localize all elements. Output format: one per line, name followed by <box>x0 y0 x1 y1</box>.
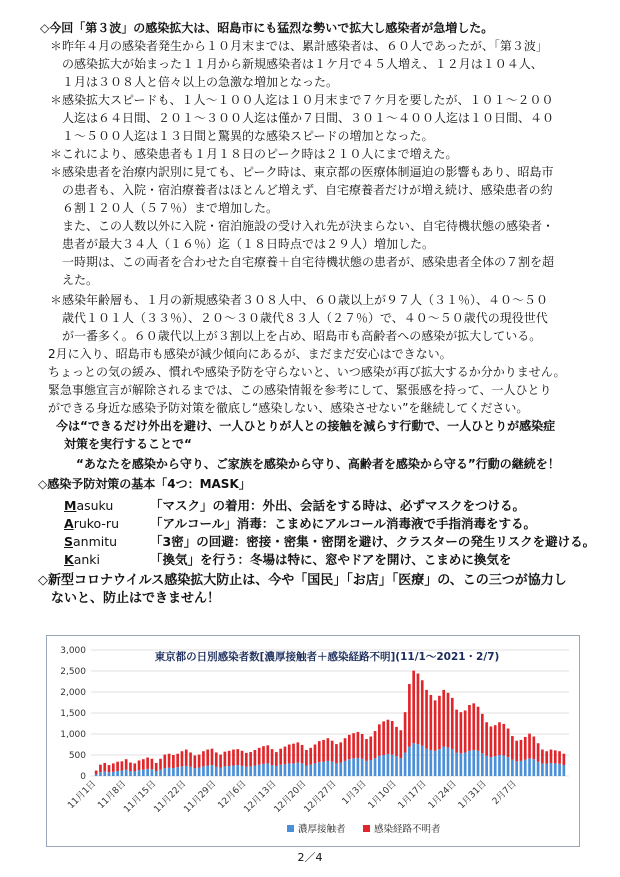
x-tick-label: 1月24日 <box>426 779 459 812</box>
body-line: 2月に入り、昭島市も感染が減少傾向にあるが、まだまだ安心はできない。 <box>48 347 452 361</box>
bar-close-contact <box>511 760 514 776</box>
bar-unknown-route <box>460 712 463 753</box>
bar-unknown-route <box>374 731 377 758</box>
bar-close-contact <box>314 763 317 776</box>
bar-unknown-route <box>391 721 394 755</box>
bar-unknown-route <box>498 722 501 755</box>
bar-close-contact <box>472 750 475 776</box>
mask-word: anmitu <box>73 534 118 549</box>
bar-unknown-route <box>563 754 566 765</box>
bar-unknown-route <box>382 721 385 755</box>
daily-cases-chart <box>47 636 579 846</box>
bar-close-contact <box>108 772 111 776</box>
bar-unknown-route <box>447 693 450 748</box>
bar-unknown-route <box>481 714 484 753</box>
bar-unknown-route <box>464 710 467 752</box>
bar-unknown-route <box>339 742 342 762</box>
bar-close-contact <box>168 768 171 776</box>
body-line: ＊感染患者を治療内訳別に見ても、ピーク時は、東京都の医療体制逼迫の影響もあり、昭島市 <box>50 165 554 179</box>
bar-unknown-route <box>348 735 351 759</box>
bar-unknown-route <box>558 751 561 764</box>
bar-unknown-route <box>554 750 557 763</box>
bar-unknown-route <box>288 745 291 764</box>
body-line: の患者も、入院・宿泊療養者はほとんど増えず、自宅療養者だけが増え続け、感染患者の約 <box>50 183 553 197</box>
bar-unknown-route <box>103 763 106 771</box>
x-tick-label: 11月1日 <box>66 779 99 812</box>
bar-unknown-route <box>271 749 274 765</box>
bar-close-contact <box>116 771 119 776</box>
bar-unknown-route <box>520 740 523 761</box>
x-tick-label: 11月22日 <box>152 779 189 816</box>
bar-unknown-route <box>249 752 252 766</box>
bar-close-contact <box>502 755 505 776</box>
bar-unknown-route <box>292 744 295 764</box>
mask-description: 「3密」の回避：密接・密集・密閉を避け、クラスターの発生リスクを避ける。 <box>150 534 596 549</box>
bar-close-contact <box>481 753 484 776</box>
bar-unknown-route <box>451 698 454 749</box>
bar-close-contact <box>391 755 394 776</box>
bar-close-contact <box>464 752 467 776</box>
y-tick-label: 3,000 <box>60 646 86 656</box>
bar-close-contact <box>395 756 398 776</box>
bar-unknown-route <box>116 762 119 771</box>
bar-close-contact <box>520 761 523 776</box>
body-line: ◇感染予防対策の基本「4つ：MASK」 <box>38 477 251 491</box>
bar-close-contact <box>382 755 385 776</box>
bar-close-contact <box>284 764 287 776</box>
bar-close-contact <box>550 763 553 776</box>
bar-unknown-route <box>550 750 553 763</box>
bar-close-contact <box>258 765 261 776</box>
body-line: また、この人数以外に入院・宿泊施設の受け入れ先が決まらない、自宅待機状態の感染者・ <box>50 219 555 233</box>
mask-item <box>64 497 526 515</box>
bar-unknown-route <box>138 760 141 770</box>
body-line: ＊これにより、感染患者も１月１８日のピーク時は２１０人にまで増えた。 <box>50 147 458 161</box>
bar-unknown-route <box>528 734 531 759</box>
bar-unknown-route <box>296 742 299 762</box>
bar-close-contact <box>138 770 141 776</box>
bar-close-contact <box>279 765 282 776</box>
x-tick-label: 1月3日 <box>340 779 369 807</box>
bar-close-contact <box>485 756 488 776</box>
bar-unknown-route <box>163 755 166 768</box>
bar-close-contact <box>292 763 295 776</box>
bar-close-contact <box>176 767 179 776</box>
bar-close-contact <box>558 764 561 776</box>
bar-unknown-route <box>327 738 330 761</box>
bar-unknown-route <box>301 745 304 763</box>
bar-unknown-route <box>502 724 505 756</box>
bar-close-contact <box>563 765 566 776</box>
bar-close-contact <box>224 766 227 776</box>
bar-unknown-route <box>133 763 136 771</box>
bar-unknown-route <box>142 759 145 770</box>
bar-close-contact <box>163 768 166 776</box>
mask-letter: K <box>64 552 74 567</box>
bar-unknown-route <box>155 763 158 771</box>
bar-close-contact <box>318 762 321 776</box>
bar-unknown-route <box>185 750 188 766</box>
body-line: ６割１２０人（５７％）まで増加した。 <box>50 201 279 215</box>
bar-close-contact <box>460 753 463 776</box>
mask-item <box>64 551 512 569</box>
bar-close-contact <box>245 767 248 776</box>
bar-close-contact <box>121 771 124 776</box>
bar-close-contact <box>202 766 205 776</box>
bar-unknown-route <box>309 748 312 765</box>
bar-close-contact <box>219 768 222 776</box>
bar-unknown-route <box>232 750 235 766</box>
bar-unknown-route <box>125 759 128 770</box>
bar-close-contact <box>507 757 510 776</box>
bar-unknown-route <box>254 750 257 766</box>
bar-unknown-route <box>378 724 381 756</box>
mask-description: 「アルコール」消毒：こまめにアルコール消毒液で手指消毒をする。 <box>150 516 537 531</box>
bar-close-contact <box>155 771 158 776</box>
bar-close-contact <box>339 763 342 776</box>
bar-unknown-route <box>468 705 471 751</box>
bar-unknown-route <box>206 750 209 766</box>
bar-unknown-route <box>172 755 175 768</box>
bar-close-contact <box>211 765 214 776</box>
bar-close-contact <box>404 752 407 776</box>
bar-close-contact <box>305 766 308 777</box>
bar-close-contact <box>275 766 278 776</box>
bar-close-contact <box>151 769 154 776</box>
y-tick-label: 0 <box>80 772 86 782</box>
mask-item <box>64 515 537 533</box>
bar-close-contact <box>361 759 364 776</box>
y-tick-label: 500 <box>68 751 86 761</box>
bar-unknown-route <box>455 710 458 753</box>
legend-swatch-close-contact <box>287 825 294 832</box>
bar-close-contact <box>146 769 149 776</box>
bar-unknown-route <box>537 743 540 761</box>
x-tick-label: 12月13日 <box>242 779 279 816</box>
bar-unknown-route <box>129 763 132 771</box>
bar-close-contact <box>490 757 493 776</box>
bar-close-contact <box>447 747 450 776</box>
bar-unknown-route <box>189 752 192 766</box>
body-line: 一時期は、この両者を合わせた自宅療養＋自宅待機状態の患者が、感染患者全体の７割を超 <box>50 255 555 269</box>
x-tick-label: 12月20日 <box>272 779 309 816</box>
bar-close-contact <box>537 762 540 776</box>
bar-close-contact <box>528 758 531 776</box>
bar-close-contact <box>430 750 433 776</box>
x-tick-label: 11月29日 <box>182 779 219 816</box>
bar-unknown-route <box>515 741 518 762</box>
mask-item <box>64 533 596 551</box>
bar-close-contact <box>228 766 231 776</box>
bar-close-contact <box>249 766 252 776</box>
x-tick-label: 1月10日 <box>366 779 399 812</box>
bar-close-contact <box>455 752 458 776</box>
bar-close-contact <box>266 763 269 776</box>
bar-close-contact <box>241 766 244 776</box>
bar-unknown-route <box>417 674 420 745</box>
bar-close-contact <box>335 763 338 776</box>
bar-unknown-route <box>434 700 437 750</box>
legend-swatch-unknown-route <box>363 825 370 832</box>
bar-close-contact <box>95 774 98 776</box>
bar-unknown-route <box>322 740 325 762</box>
bar-unknown-route <box>485 722 488 756</box>
bar-unknown-route <box>219 755 222 768</box>
bar-close-contact <box>545 764 548 776</box>
y-tick-label: 1,000 <box>60 730 86 740</box>
bar-close-contact <box>236 765 239 776</box>
bar-unknown-route <box>421 680 424 746</box>
bar-unknown-route <box>442 690 445 747</box>
bar-close-contact <box>181 766 184 776</box>
bar-unknown-route <box>202 751 205 766</box>
bar-unknown-route <box>438 696 441 749</box>
bar-unknown-route <box>168 754 171 768</box>
bar-unknown-route <box>545 751 548 764</box>
bar-unknown-route <box>532 737 535 760</box>
bar-unknown-route <box>112 763 115 771</box>
bar-unknown-route <box>412 671 415 744</box>
bar-unknown-route <box>279 749 282 765</box>
bar-close-contact <box>374 758 377 776</box>
y-tick-label: 1,500 <box>60 709 86 719</box>
bar-unknown-route <box>211 749 214 765</box>
bar-unknown-route <box>215 752 218 766</box>
bar-close-contact <box>322 762 325 776</box>
bar-close-contact <box>271 765 274 776</box>
legend-label: 感染経路不明者 <box>374 824 441 835</box>
bar-close-contact <box>412 743 415 776</box>
bar-unknown-route <box>511 736 514 760</box>
bar-unknown-route <box>494 725 497 756</box>
bar-unknown-route <box>524 737 527 760</box>
bar-unknown-route <box>314 745 317 764</box>
y-tick-label: 2,500 <box>60 667 86 677</box>
bar-unknown-route <box>430 695 433 750</box>
bar-unknown-route <box>318 741 321 762</box>
bar-close-contact <box>451 749 454 776</box>
bar-unknown-route <box>224 752 227 767</box>
x-tick-label: 2月7日 <box>490 779 519 807</box>
bar-close-contact <box>194 768 197 776</box>
bar-close-contact <box>524 760 527 776</box>
bar-unknown-route <box>331 741 334 762</box>
page-number: 2／4 <box>297 851 323 864</box>
bar-unknown-route <box>228 751 231 766</box>
bar-close-contact <box>262 764 265 776</box>
body-line: ＊感染年齢層も、１月の新規感染者３０８人中、６０歳以上が９７人（３１％）、４０～５０ <box>50 293 549 307</box>
mask-description: 「マスク」の着用：外出、会話をする時は、必ずマスクをつける。 <box>150 498 526 513</box>
x-tick-label: 12月27日 <box>302 779 339 816</box>
bar-unknown-route <box>425 690 428 749</box>
bar-close-contact <box>425 749 428 776</box>
bar-close-contact <box>352 758 355 776</box>
bar-unknown-route <box>266 745 269 763</box>
bar-close-contact <box>133 771 136 776</box>
bar-unknown-route <box>198 755 201 768</box>
x-tick-label: 11月15日 <box>122 779 159 816</box>
mask-letter: S <box>64 534 74 549</box>
bar-close-contact <box>541 763 544 776</box>
bar-close-contact <box>434 751 437 776</box>
bar-close-contact <box>125 770 128 776</box>
bar-close-contact <box>159 770 162 776</box>
bar-unknown-route <box>121 761 124 770</box>
x-tick-label: 12月6日 <box>216 779 249 812</box>
bar-close-contact <box>515 761 518 776</box>
bar-unknown-route <box>275 752 278 766</box>
body-line: 患者が最大３４人（１６％）迄（１８日時点では２９人）増加した。 <box>50 237 435 251</box>
bar-close-contact <box>296 763 299 776</box>
body-line: ＊昨年４月の感染者発生から１０月末までは、累計感染者は、６０人であったが、「第３波」 <box>50 39 548 53</box>
bar-close-contact <box>554 763 557 776</box>
bar-close-contact <box>477 751 480 776</box>
bar-close-contact <box>408 747 411 776</box>
bar-unknown-route <box>387 720 390 754</box>
bar-close-contact <box>387 754 390 776</box>
bar-unknown-route <box>507 729 510 758</box>
body-line: 歳代１０１人（３３％）、２０～３０歳代８３人（２７％）で、４０～５０歳代の現役世代 <box>50 311 548 325</box>
mask-letter: M <box>64 498 77 513</box>
mask-description: 「換気」を行う：冬場は特に、窓やドアを開け、こまめに換気を <box>150 552 512 567</box>
bar-close-contact <box>215 767 218 776</box>
bar-unknown-route <box>472 703 475 750</box>
body-line: ちょっとの気の緩み、慣れや感染予防を守らないと、いつ感染が再び拡大するか分かりません。 <box>48 365 566 379</box>
bar-close-contact <box>189 767 192 776</box>
bar-unknown-route <box>305 750 308 766</box>
chart-panel <box>46 635 580 847</box>
bar-close-contact <box>198 768 201 776</box>
bar-close-contact <box>348 759 351 776</box>
bar-close-contact <box>103 771 106 776</box>
bar-unknown-route <box>395 727 398 756</box>
body-line: えた。 <box>50 273 99 287</box>
bar-unknown-route <box>108 765 111 772</box>
bar-close-contact <box>494 756 497 776</box>
closing-line: ないと、防止はできません！ <box>38 591 221 606</box>
mask-word: ruko-ru <box>73 516 119 531</box>
body-line: 今は“できるだけ外出を避け、一人ひとりが人との接触を減らす行動で、一人ひとりが感染症 <box>56 419 556 433</box>
bar-unknown-route <box>335 744 338 763</box>
bar-close-contact <box>232 766 235 777</box>
bar-unknown-route <box>194 755 197 768</box>
body-line: 緊急事態宣言が解除されるまでは、この感染情報を参考にして、緊張感を持って、一人ひとり <box>48 383 552 397</box>
bar-unknown-route <box>95 771 98 775</box>
bar-close-contact <box>369 760 372 776</box>
bar-close-contact <box>365 761 368 776</box>
bar-close-contact <box>206 766 209 777</box>
bar-close-contact <box>378 756 381 776</box>
bar-close-contact <box>309 765 312 776</box>
bar-close-contact <box>185 766 188 776</box>
mask-letter: A <box>64 516 74 531</box>
bar-unknown-route <box>262 746 265 764</box>
bar-close-contact <box>301 763 304 776</box>
body-line: “あなたを感染から守り、ご家族を感染から守り、高齢者を感染から守る”行動の継続を！ <box>64 457 560 471</box>
bar-unknown-route <box>399 730 402 758</box>
bar-close-contact <box>142 770 145 776</box>
body-line: が一番多く。６０歳代以上が３割以上を占め、昭島市も高齢者への感染が拡大している。 <box>50 329 542 343</box>
bar-unknown-route <box>181 751 184 766</box>
bar-unknown-route <box>284 747 287 765</box>
bar-close-contact <box>468 751 471 776</box>
bar-unknown-route <box>245 753 248 767</box>
y-tick-label: 2,000 <box>60 688 86 698</box>
body-line: １月は３０８人と倍々以上の急激な増加となった。 <box>50 75 339 89</box>
bar-unknown-route <box>361 734 364 759</box>
bar-close-contact <box>99 772 102 776</box>
bar-close-contact <box>254 766 257 777</box>
bar-close-contact <box>421 746 424 776</box>
bar-close-contact <box>417 744 420 776</box>
bar-close-contact <box>172 768 175 776</box>
bar-unknown-route <box>357 732 360 758</box>
bar-unknown-route <box>99 765 102 773</box>
chart-title: 東京都の日別感染者数[濃厚接触者＋感染経路不明](11/1～2021・2/7) <box>154 651 500 663</box>
bar-unknown-route <box>344 738 347 761</box>
bar-unknown-route <box>352 733 355 758</box>
x-tick-label: 1月31日 <box>456 779 489 812</box>
mask-word: anki <box>73 552 100 567</box>
bar-unknown-route <box>477 707 480 751</box>
legend-label: 濃厚接触者 <box>298 824 346 835</box>
bar-unknown-route <box>151 759 154 770</box>
bar-unknown-route <box>365 739 368 761</box>
bar-close-contact <box>112 772 115 776</box>
closing-line: ◇新型コロナウイルス感染拡大防止は、今や「国民」「お店」「医療」の、この三つが協力し <box>38 573 567 588</box>
bar-unknown-route <box>541 750 544 764</box>
bar-close-contact <box>344 761 347 776</box>
bar-close-contact <box>532 759 535 776</box>
body-line: 対策を実行することで“ <box>64 437 192 451</box>
bar-unknown-route <box>236 749 239 765</box>
x-tick-label: 1月17日 <box>396 779 429 812</box>
bar-close-contact <box>438 749 441 776</box>
bar-unknown-route <box>146 758 149 769</box>
body-line: ＊感染拡大スピードも、１人～１００人迄は１０月末まで７ケ月を要したが、１０１～２００ <box>50 93 554 107</box>
bar-close-contact <box>129 771 132 776</box>
mask-word: asuku <box>76 498 114 513</box>
bar-close-contact <box>331 762 334 776</box>
bar-close-contact <box>327 761 330 776</box>
body-line: ができる身近な感染予防対策を徹底し“感染しない、感染させない”を継続してください。 <box>48 401 529 415</box>
body-line: の感染拡大が始まった１１月から新規感染者は１ケ月で４５人増え、１２月は１０４人、 <box>50 57 543 71</box>
body-line: ◇今回「第３波」の感染拡大は、昭島市にも猛烈な勢いで拡大し感染者が急増した。 <box>40 21 494 35</box>
bar-unknown-route <box>258 748 261 765</box>
x-tick-label: 11月8日 <box>96 779 129 812</box>
bar-unknown-route <box>369 737 372 761</box>
bar-unknown-route <box>408 684 411 747</box>
bar-close-contact <box>442 747 445 776</box>
bar-unknown-route <box>159 759 162 770</box>
body-line: 人迄は６４日間、２０１～３００人迄は僅か７日間、３０１～４００人迄は１０日間、４０ <box>50 111 555 125</box>
bar-unknown-route <box>241 751 244 766</box>
bar-close-contact <box>288 763 291 776</box>
bar-close-contact <box>498 755 501 776</box>
bar-unknown-route <box>490 726 493 757</box>
bar-close-contact <box>399 758 402 776</box>
bar-unknown-route <box>176 754 179 767</box>
body-line: １～５００人迄は１３日間と驚異的な感染スピードの増加となった。 <box>50 129 434 143</box>
bar-close-contact <box>357 758 360 776</box>
bar-unknown-route <box>404 712 407 752</box>
